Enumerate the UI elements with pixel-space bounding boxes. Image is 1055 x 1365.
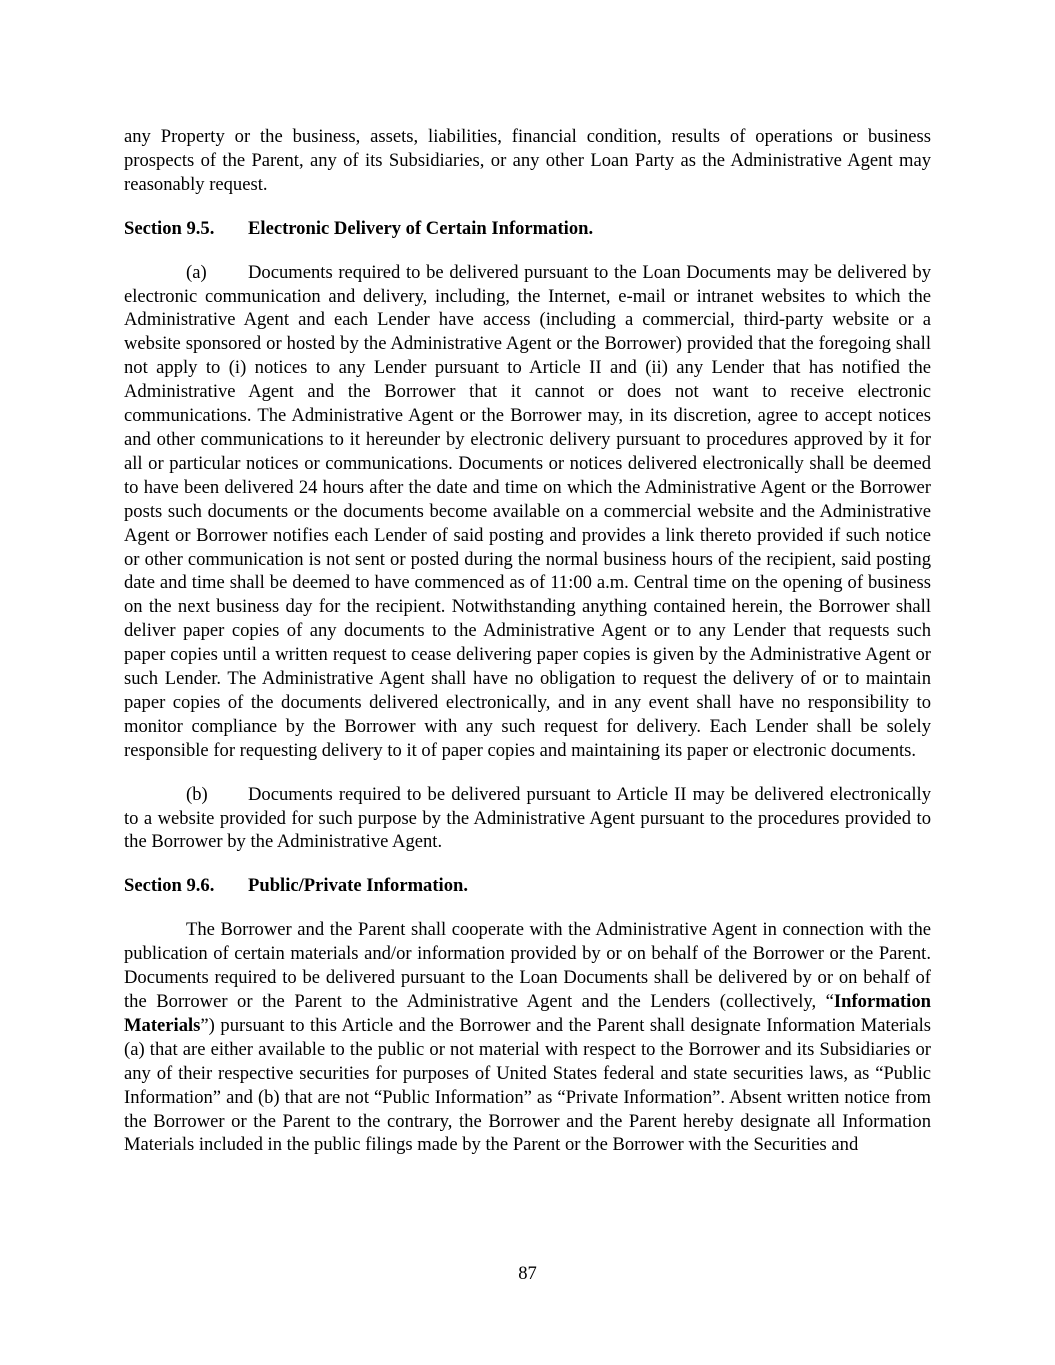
- section-9-6-title: Public/Private Information.: [248, 875, 469, 897]
- document-page: [124, 125, 931, 1157]
- paragraph-b-label: (b): [186, 783, 208, 805]
- paragraph-a-label: (a): [186, 261, 207, 283]
- section-9-6-text-before: The Borrower and the Parent shall cooperate with the Administrative Agent in connection with the publication of certain materials and/or information provided by or on behalf of the Borrower or the Parent. Documents required to be delivered pursuant to the Loan Documents shall be delivered by or on behalf of the Borrower or the Parent to the Administrative Agent and the Lenders (collectively, “: [124, 919, 931, 1012]
- section-9-6-text-after: ”) pursuant to this Article and the Borrower and the Parent shall designate Information Materials (a) that are either available to the public or not material with respect to the Borrower and its Subsidiaries or any of their respective securities for purposes of United States federal and state securities laws, as “Public Information” and (b) that are not “Public Information” as “Private Information”. Absent written notice from the Borrower or the Parent to the contrary, the Borrower and the Parent hereby designate all Information Materials included in the public filings made by the Parent or the Borrower with the Securities and: [124, 1014, 931, 1156]
- paragraph-b-text: Documents required to be delivered pursuant to Article II may be delivered electronically to a website provided for such purpose by the Administrative Agent pursuant to the procedures provided to the Borrower by the Administrative Agent.: [124, 783, 931, 853]
- section-9-5-number: Section 9.5.: [124, 217, 215, 239]
- page-number: 87: [518, 1263, 537, 1284]
- defined-term-information-materials: Information Materials: [124, 991, 931, 1036]
- section-9-6-heading: [124, 874, 931, 898]
- paragraph-a-text: Documents required to be delivered pursuant to the Loan Documents may be delivered by electronic communication and delivery, including, the Internet, e-mail or intranet websites to which the Administrative Agent and each Lender have access (including a commercial, third-party website or a website sponsored or hosted by the Administrative Agent or the Borrower) provided that the foregoing shall not apply to (i) notices to any Lender pursuant to Article II and (ii) any Lender that has notified the Administrative Agent and the Borrower that it cannot or does not want to receive electronic communications. The Administrative Agent or the Borrower may, in its discretion, agree to accept notices and other communications to it hereunder by electronic delivery pursuant to procedures approved by it for all or particular notices or communications. Documents or notices delivered electronically shall be deemed to have been delivered 24 hours after the date and time on which the Administrative Agent or the Borrower posts such documents or the documents become available on a commercial website and the Administrative Agent or Borrower notifies each Lender of said posting and provides a link thereto provided if such notice or other communication is not sent or posted during the normal business hours of the recipient, said posting date and time shall be deemed to have commenced as of 11:00 a.m. Central time on the opening of business on the next business day for the recipient. Notwithstanding anything contained herein, the Borrower shall deliver paper copies of any documents to the Administrative Agent or to any Lender that requests such paper copies until a written request to cease delivering paper copies is given by the Administrative Agent or such Lender. The Administrative Agent shall have no obligation to request the delivery of or to maintain paper copies of the documents delivered electronically, and in any event shall have no responsibility to monitor compliance by the Borrower with any such request for delivery. Each Lender shall be solely responsible for requesting delivery to it of paper copies and maintaining its paper or electronic documents.: [124, 261, 931, 761]
- intro-paragraph: any Property or the business, assets, liabilities, financial condition, results of operations or business prospects of the Parent, any of its Subsidiaries, or any other Loan Party as the Administrative Agent may reasonably request.: [124, 126, 931, 195]
- section-9-5-heading: [124, 217, 931, 241]
- section-9-6-number: Section 9.6.: [124, 875, 215, 897]
- section-9-5-paragraph-b: [124, 783, 931, 855]
- section-9-6-paragraph: [124, 918, 931, 1157]
- section-9-5-paragraph-a: [124, 261, 931, 763]
- section-9-5-title: Electronic Delivery of Certain Information.: [248, 217, 594, 239]
